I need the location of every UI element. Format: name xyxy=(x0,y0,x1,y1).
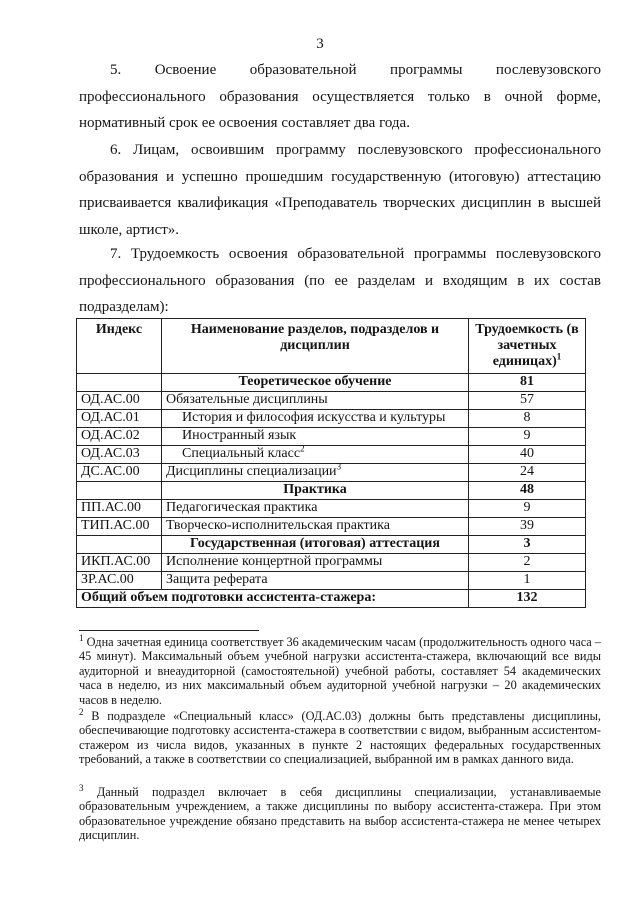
cell-name xyxy=(162,500,469,518)
cell-name-text: Иностранный язык xyxy=(182,428,297,443)
cell-name-text: Специальный класс xyxy=(182,446,301,461)
footnote-1-mark: 1 xyxy=(79,632,84,643)
table-body xyxy=(77,374,586,590)
table-total-row xyxy=(77,590,586,608)
cell-index: ОД.АС.01 xyxy=(77,410,162,428)
page-number: 3 xyxy=(316,36,324,52)
cell-index xyxy=(77,482,162,500)
header-index: Индекс xyxy=(77,319,162,374)
cell-section-value: 81 xyxy=(469,374,586,392)
cell-section-value: 48 xyxy=(469,482,586,500)
footnote-3 xyxy=(79,782,601,843)
cell-name-text: Дисциплины специализации xyxy=(166,464,337,479)
cell-value: 2 xyxy=(469,554,586,572)
cell-name-text: Обязательные дисциплины xyxy=(166,392,328,407)
footnote-1 xyxy=(79,632,601,707)
table-section-row xyxy=(77,374,586,392)
paragraph-7-text: 7. Трудоемкость освоения образовательной программы послевузовского профессионального образования (по ее разделам и входящим в их состав подразделам): xyxy=(79,246,601,315)
cell-name xyxy=(162,518,469,536)
cell-index xyxy=(77,374,162,392)
total-label: Общий объем подготовки ассистента-стажера: xyxy=(77,590,469,608)
cell-name-text: Исполнение концертной программы xyxy=(166,554,383,569)
cell-name-text: Педагогическая практика xyxy=(166,500,318,515)
paragraph-5 xyxy=(79,57,601,137)
total-value: 132 xyxy=(469,590,586,608)
footnote-3-mark: 3 xyxy=(79,782,84,793)
cell-index: ДС.АС.00 xyxy=(77,464,162,482)
table-row xyxy=(77,428,586,446)
footnote-1-text: Одна зачетная единица соответствует 36 академическим часам (продолжительность одного часа – 45 минут). Максимальный объем учебной нагрузки ассистента-стажера, включающий все виды аудиторной и внеаудиторной (самостоятельной) учебной работы, составляет 54 академических часа в неделю, из них максимальный объем аудиторной учебной нагрузки – 20 академических часов в неделю. xyxy=(79,635,601,707)
table-row xyxy=(77,554,586,572)
paragraph-5-text: 5. Освоение образовательной программы послевузовского профессионального образования осуществляется только в очной форме, нормативный срок ее освоения составляет два года. xyxy=(79,62,601,131)
cell-name xyxy=(162,443,469,464)
cell-name-text: Творческо-исполнительская практика xyxy=(166,518,390,533)
cell-index: ПП.АС.00 xyxy=(77,500,162,518)
header-credits-sup: 1 xyxy=(556,351,562,362)
footnote-2-mark: 2 xyxy=(79,706,84,717)
table-row xyxy=(77,446,586,464)
cell-name xyxy=(162,410,469,428)
cell-section-value: 3 xyxy=(469,536,586,554)
paragraph-6-text: 6. Лицам, освоившим программу послевузовского профессионального образования и успешно прошедшим государственную (итоговую) аттестацию присваивается квалификация «Преподаватель творческих дисциплин в высшей школе, артист». xyxy=(79,142,601,238)
cell-name xyxy=(162,554,469,572)
cell-name xyxy=(162,461,469,482)
footnote-2-text: В подразделе «Специальный класс» (ОД.АС.03) должны быть представлены дисциплины, обеспечивающие подготовку ассистента-стажера в соответствии с видом, выбранным ассистентом-стажером из числа видов, указанных в пункте 2 настоящих федеральных государственных требований, а также в соответствии со специализацией, выбранной им в рамках данного вида. xyxy=(79,709,601,767)
cell-section-name: Теоретическое обучение xyxy=(162,374,469,392)
cell-name xyxy=(162,392,469,410)
cell-name xyxy=(162,428,469,446)
table-row xyxy=(77,572,586,590)
cell-index: ЗР.АС.00 xyxy=(77,572,162,590)
paragraph-7 xyxy=(79,241,601,321)
cell-section-name: Практика xyxy=(162,482,469,500)
cell-value: 8 xyxy=(469,410,586,428)
header-credits xyxy=(469,319,586,374)
header-credits-text: Трудоемкость (в зачетных единицах) xyxy=(475,322,579,369)
cell-value: 9 xyxy=(469,500,586,518)
footnote-ref: 2 xyxy=(300,443,305,454)
cell-value: 9 xyxy=(469,428,586,446)
footnote-3-text: Данный подраздел включает в себя дисциплины специализации, устанавливаемые образовательным учреждением, а также дисциплины по выбору ассистента-стажера. При этом образовательное учреждение обязано представить на выбор ассистента-стажера не менее четырех дисциплин. xyxy=(79,785,601,843)
cell-name-text: Защита реферата xyxy=(166,572,268,587)
cell-index: ОД.АС.00 xyxy=(77,392,162,410)
cell-name-text: История и философия искусства и культуры xyxy=(182,410,446,425)
cell-value: 57 xyxy=(469,392,586,410)
footnote-separator xyxy=(79,630,259,631)
cell-index: ОД.АС.02 xyxy=(77,428,162,446)
footnote-ref: 3 xyxy=(336,461,342,472)
table-row xyxy=(77,410,586,428)
credits-table xyxy=(76,318,586,608)
cell-value: 39 xyxy=(469,518,586,536)
table-header-row xyxy=(77,319,586,374)
cell-value: 1 xyxy=(469,572,586,590)
cell-section-name: Государственная (итоговая) аттестация xyxy=(162,536,469,554)
table-row xyxy=(77,464,586,482)
cell-index xyxy=(77,536,162,554)
cell-index: ОД.АС.03 xyxy=(77,446,162,464)
table-section-row xyxy=(77,482,586,500)
cell-index: ИКП.АС.00 xyxy=(77,554,162,572)
table-row xyxy=(77,518,586,536)
cell-name xyxy=(162,572,469,590)
paragraph-6 xyxy=(79,137,601,243)
header-name: Наименование разделов, подразделов и дисциплин xyxy=(162,319,469,374)
table-section-row xyxy=(77,536,586,554)
footnote-2 xyxy=(79,706,601,767)
cell-value: 24 xyxy=(469,464,586,482)
cell-index: ТИП.АС.00 xyxy=(77,518,162,536)
table-row xyxy=(77,500,586,518)
cell-value: 40 xyxy=(469,446,586,464)
table-row xyxy=(77,392,586,410)
